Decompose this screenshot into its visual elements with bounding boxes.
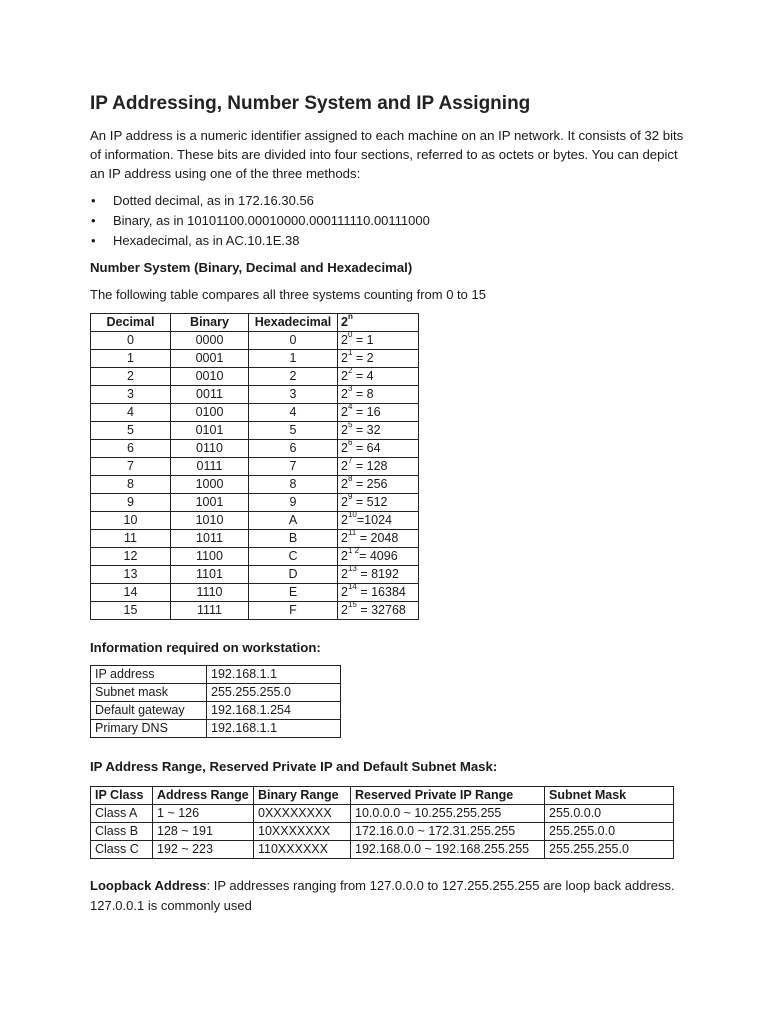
power-base: 2	[341, 387, 348, 401]
power-result: = 4096	[359, 549, 398, 563]
table-row	[91, 720, 341, 738]
power-base: 2	[341, 423, 348, 437]
decimal-cell: 14	[91, 584, 171, 602]
binary-cell: 0000	[171, 332, 249, 350]
hexadecimal-cell: D	[249, 566, 338, 584]
power-base: 2	[341, 513, 348, 527]
workstation-table-body	[91, 666, 341, 738]
power-exponent: 14	[347, 582, 357, 591]
decimal-cell: 0	[91, 332, 171, 350]
subnet-mask-cell: 255.255.255.0	[545, 841, 674, 859]
column-header-decimal: Decimal	[91, 314, 171, 332]
table-row	[91, 548, 419, 566]
power-cell	[338, 476, 419, 494]
hexadecimal-cell: B	[249, 530, 338, 548]
power-base: 2	[341, 315, 348, 329]
binary-cell: 0111	[171, 458, 249, 476]
table-row	[91, 440, 419, 458]
ip-notation-list	[90, 191, 430, 251]
power-base: 2	[341, 441, 348, 455]
setting-name-cell: Primary DNS	[91, 720, 207, 738]
ip-range-heading: IP Address Range, Reserved Private IP and Default Subnet Mask:	[90, 759, 498, 774]
private-range-cell: 10.0.0.0 ~ 10.255.255.255	[351, 805, 545, 823]
hexadecimal-cell: F	[249, 602, 338, 620]
hexadecimal-cell: C	[249, 548, 338, 566]
private-range-cell: 192.168.0.0 ~ 192.168.255.255	[351, 841, 545, 859]
power-exponent: 13	[347, 564, 357, 573]
list-item-text: Dotted decimal, as in 172.16.30.56	[113, 193, 314, 208]
binary-cell: 1101	[171, 566, 249, 584]
hexadecimal-cell: 7	[249, 458, 338, 476]
column-header-subnet-mask: Subnet Mask	[545, 787, 674, 805]
hexadecimal-cell: E	[249, 584, 338, 602]
bullet-icon: •	[91, 193, 96, 208]
binary-cell: 0011	[171, 386, 249, 404]
binary-cell: 0100	[171, 404, 249, 422]
power-cell	[338, 332, 419, 350]
table-header-row	[91, 787, 674, 805]
binary-range-cell: 0XXXXXXXX	[254, 805, 351, 823]
ip-class-cell: Class B	[91, 823, 153, 841]
power-result: = 64	[352, 441, 381, 455]
decimal-cell: 4	[91, 404, 171, 422]
power-cell	[338, 368, 419, 386]
subnet-mask-cell: 255.255.0.0	[545, 823, 674, 841]
power-result: = 16384	[356, 585, 406, 599]
number-system-description: The following table compares all three systems counting from 0 to 15	[90, 287, 486, 302]
hexadecimal-cell: 2	[249, 368, 338, 386]
hexadecimal-cell: 9	[249, 494, 338, 512]
decimal-cell: 9	[91, 494, 171, 512]
loopback-text: : IP addresses ranging from 127.0.0.0 to 127.255.255.255 are loop back address. 127.0.0.1 is commonly used	[90, 878, 675, 913]
power-result: = 1	[352, 333, 374, 347]
power-result: = 16	[352, 405, 381, 419]
power-exponent: n	[347, 312, 353, 321]
table-row	[91, 404, 419, 422]
power-base: 2	[341, 333, 348, 347]
hexadecimal-cell: A	[249, 512, 338, 530]
power-result: = 2048	[356, 531, 399, 545]
power-result: = 32	[352, 423, 381, 437]
ip-class-cell: Class A	[91, 805, 153, 823]
decimal-cell: 5	[91, 422, 171, 440]
loopback-paragraph	[90, 876, 690, 916]
hexadecimal-cell: 0	[249, 332, 338, 350]
power-base: 2	[341, 567, 348, 581]
setting-value-cell: 192.168.1.1	[207, 720, 341, 738]
private-range-cell: 172.16.0.0 ~ 172.31.255.255	[351, 823, 545, 841]
table-row	[91, 684, 341, 702]
column-header-ip-class: IP Class	[91, 787, 153, 805]
power-cell	[338, 584, 419, 602]
column-header-power	[338, 314, 419, 332]
power-exponent: 11	[347, 528, 357, 537]
binary-cell: 1100	[171, 548, 249, 566]
power-base: 2	[341, 531, 348, 545]
power-base: 2	[341, 459, 348, 473]
address-range-cell: 192 ~ 223	[153, 841, 254, 859]
table-row	[91, 702, 341, 720]
list-item	[90, 231, 430, 251]
decimal-cell: 6	[91, 440, 171, 458]
decimal-cell: 12	[91, 548, 171, 566]
power-base: 2	[341, 351, 348, 365]
power-exponent: 8	[347, 474, 353, 483]
column-header-private-range: Reserved Private IP Range	[351, 787, 545, 805]
table-row	[91, 841, 674, 859]
power-cell	[338, 530, 419, 548]
power-cell	[338, 350, 419, 368]
power-exponent: 6	[347, 438, 353, 447]
setting-name-cell: Default gateway	[91, 702, 207, 720]
hexadecimal-cell: 5	[249, 422, 338, 440]
hexadecimal-cell: 1	[249, 350, 338, 368]
binary-cell: 0101	[171, 422, 249, 440]
bullet-icon: •	[91, 233, 96, 248]
power-result: = 8	[352, 387, 374, 401]
power-result: = 8192	[356, 567, 399, 581]
power-cell	[338, 602, 419, 620]
binary-cell: 0001	[171, 350, 249, 368]
table-row	[91, 805, 674, 823]
workstation-heading: Information required on workstation:	[90, 640, 321, 655]
binary-cell: 1011	[171, 530, 249, 548]
address-range-cell: 128 ~ 191	[153, 823, 254, 841]
decimal-cell: 13	[91, 566, 171, 584]
power-result: =1024	[356, 513, 392, 527]
decimal-cell: 1	[91, 350, 171, 368]
table-row	[91, 458, 419, 476]
loopback-label: Loopback Address	[90, 878, 207, 893]
number-system-table	[90, 313, 419, 620]
setting-name-cell: IP address	[91, 666, 207, 684]
table-header-row	[91, 314, 419, 332]
subnet-mask-cell: 255.0.0.0	[545, 805, 674, 823]
table-row	[91, 476, 419, 494]
table-row	[91, 368, 419, 386]
power-exponent: 4	[347, 402, 353, 411]
binary-range-cell: 110XXXXXX	[254, 841, 351, 859]
power-exponent: 15	[347, 600, 357, 609]
power-exponent: 10	[347, 510, 357, 519]
table-row	[91, 332, 419, 350]
power-cell	[338, 404, 419, 422]
decimal-cell: 11	[91, 530, 171, 548]
binary-cell: 1110	[171, 584, 249, 602]
table-row	[91, 512, 419, 530]
setting-value-cell: 192.168.1.254	[207, 702, 341, 720]
list-item-text: Binary, as in 10101100.00010000.000111110.00111000	[113, 213, 430, 228]
table-row	[91, 584, 419, 602]
decimal-cell: 3	[91, 386, 171, 404]
table-row	[91, 386, 419, 404]
table-row	[91, 530, 419, 548]
power-result: = 128	[352, 459, 388, 473]
binary-cell: 1001	[171, 494, 249, 512]
bullet-icon: •	[91, 213, 96, 228]
page-title: IP Addressing, Number System and IP Assigning	[90, 93, 531, 114]
power-result: = 512	[352, 495, 388, 509]
table-row	[91, 494, 419, 512]
power-base: 2	[341, 603, 348, 617]
decimal-cell: 2	[91, 368, 171, 386]
hexadecimal-cell: 8	[249, 476, 338, 494]
binary-cell: 1111	[171, 602, 249, 620]
power-exponent: 7	[347, 456, 353, 465]
ip-class-table	[90, 786, 674, 859]
power-cell	[338, 458, 419, 476]
number-system-table-body	[91, 332, 419, 620]
power-result: = 256	[352, 477, 388, 491]
power-base: 2	[341, 549, 348, 563]
decimal-cell: 15	[91, 602, 171, 620]
power-exponent: 1 2	[347, 546, 360, 555]
binary-cell: 0110	[171, 440, 249, 458]
table-row	[91, 666, 341, 684]
column-header-address-range: Address Range	[153, 787, 254, 805]
table-row	[91, 350, 419, 368]
power-cell	[338, 386, 419, 404]
ip-class-table-body	[91, 805, 674, 859]
table-row	[91, 566, 419, 584]
binary-range-cell: 10XXXXXXX	[254, 823, 351, 841]
list-item-text: Hexadecimal, as in AC.10.1E.38	[113, 233, 300, 248]
power-cell	[338, 566, 419, 584]
power-exponent: 9	[347, 492, 353, 501]
power-cell	[338, 440, 419, 458]
power-base: 2	[341, 585, 348, 599]
column-header-hexadecimal: Hexadecimal	[249, 314, 338, 332]
intro-paragraph: An IP address is a numeric identifier assigned to each machine on an IP network. It consists of 32 bits of information. These bits are divided into four sections, referred to as octets or bytes. You can depict an IP address using one of the three methods:	[90, 128, 684, 181]
table-row	[91, 422, 419, 440]
address-range-cell: 1 ~ 126	[153, 805, 254, 823]
power-cell	[338, 548, 419, 566]
setting-name-cell: Subnet mask	[91, 684, 207, 702]
setting-value-cell: 192.168.1.1	[207, 666, 341, 684]
power-cell	[338, 422, 419, 440]
binary-cell: 1010	[171, 512, 249, 530]
power-cell	[338, 494, 419, 512]
hexadecimal-cell: 3	[249, 386, 338, 404]
power-result: = 2	[352, 351, 374, 365]
power-base: 2	[341, 405, 348, 419]
setting-value-cell: 255.255.255.0	[207, 684, 341, 702]
power-exponent: 3	[347, 384, 353, 393]
decimal-cell: 10	[91, 512, 171, 530]
power-base: 2	[341, 369, 348, 383]
power-exponent: 2	[347, 366, 353, 375]
workstation-table	[90, 665, 341, 738]
column-header-binary: Binary	[171, 314, 249, 332]
binary-cell: 1000	[171, 476, 249, 494]
column-header-binary-range: Binary Range	[254, 787, 351, 805]
number-system-heading: Number System (Binary, Decimal and Hexadecimal)	[90, 260, 413, 275]
power-exponent: 1	[347, 348, 353, 357]
hexadecimal-cell: 6	[249, 440, 338, 458]
decimal-cell: 7	[91, 458, 171, 476]
list-item	[90, 191, 430, 211]
decimal-cell: 8	[91, 476, 171, 494]
table-row	[91, 823, 674, 841]
power-result: = 32768	[356, 603, 406, 617]
power-exponent: 0	[347, 330, 353, 339]
table-row	[91, 602, 419, 620]
power-cell	[338, 512, 419, 530]
list-item	[90, 211, 430, 231]
power-result: = 4	[352, 369, 374, 383]
ip-class-cell: Class C	[91, 841, 153, 859]
hexadecimal-cell: 4	[249, 404, 338, 422]
power-base: 2	[341, 477, 348, 491]
power-base: 2	[341, 495, 348, 509]
power-exponent: 5	[347, 420, 353, 429]
binary-cell: 0010	[171, 368, 249, 386]
